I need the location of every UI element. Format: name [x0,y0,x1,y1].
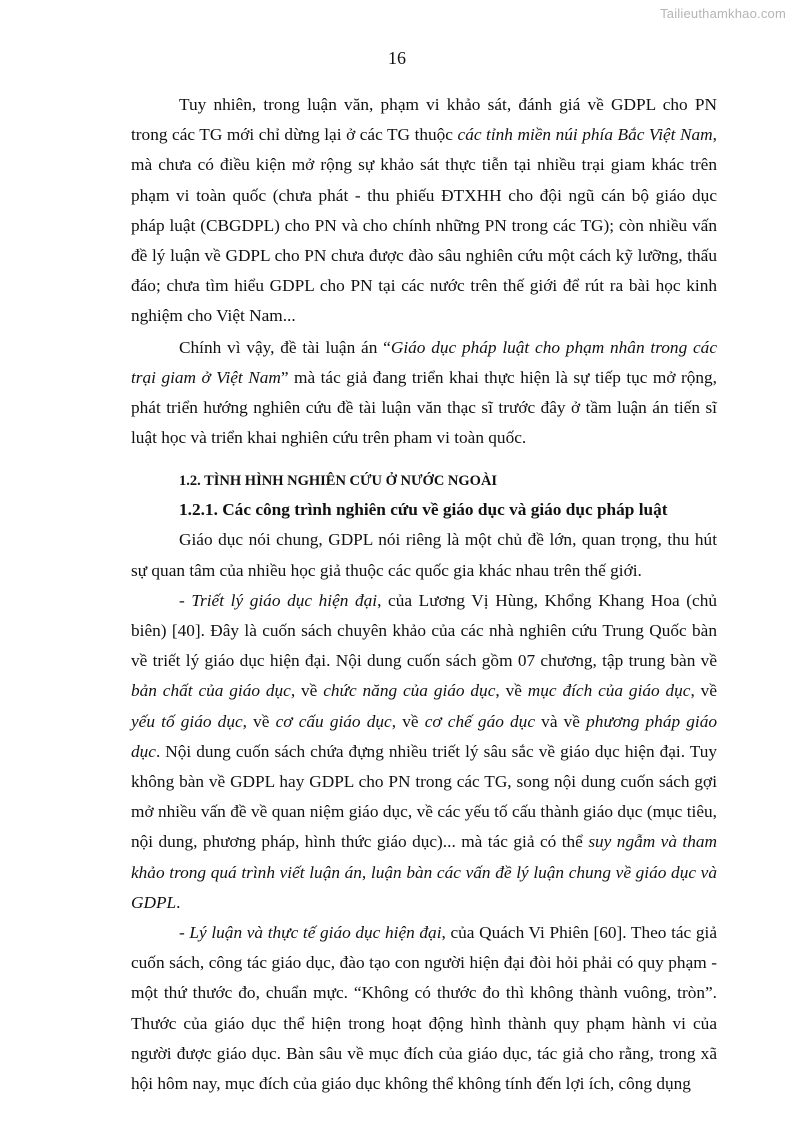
italic-text: suy ngẫm và tham khảo trong quá trình viết luận án, luận bàn các vấn đề lý luận chung về giáo dục và GDPL [131,832,717,912]
text: và về [535,711,587,731]
text: , về [391,711,425,731]
section-heading: 1.2. TÌNH HÌNH NGHIÊN CỨU Ở NƯỚC NGOÀI [179,473,498,490]
paragraph-intro: Giáo dục nói chung, GDPL nói riêng là một chủ đề lớn, quan trọng, thu hút sự quan tâm của nhiều học giả thuộc các quốc gia khác nhau trên thế giới. [131,530,717,580]
text: - [179,590,192,610]
italic-text: cơ chế gáo dục [424,711,535,731]
page-number: 16 [388,48,406,68]
paragraph-modern-education-theory [131,918,717,1099]
italic-text: mục đích của giáo dục [527,681,691,701]
text: , về [242,711,276,731]
text: , mà chưa có điều kiện mở rộng sự khảo sát thực tiễn tại nhiều trại giam khác trên phạm vi toàn quốc (chưa phát - thu phiếu ĐTXHH cho đội ngũ cán bộ giáo dục pháp luật (CBGDPL) cho PN và cho chính những PN trong các TG); còn nhiều vấn đề lý luận về GDPL cho PN chưa được đào sâu nghiên cứu một cách kỹ lưỡng, thấu đáo; chưa tìm hiểu GDPL cho PN tại các nước trên thế giới để rút ra bài học kinh nghiệm cho Việt Nam... [131,125,717,326]
text: , về [690,681,717,701]
text: Tuy nhiên, trong luận văn, phạm vi khảo sát, đánh giá về GDPL cho PN trong các TG mới chỉ dừng lại ở các TG thuộc [131,95,717,145]
text: ” mà tác giả đang triển khai thực hiện là sự tiếp tục mở rộng, phát triển hướng nghiên cứu đề tài luận văn thạc sĩ trước đây ở tầm luận án tiến sĩ luật học và triển khai nghiên cứu trên pham vi toàn quốc. [131,367,717,448]
text: , về [290,681,324,701]
paragraph-modern-education-philosophy [131,586,717,918]
text: - [179,923,190,943]
italic-text: chức năng của giáo dục [323,681,496,701]
text: Chính vì vậy, đề tài luận án “ [179,337,391,357]
italic-text: Lý luận và thực tế giáo dục hiện đại [189,923,442,943]
text: . Nội dung cuốn sách chứa đựng nhiều triết lý sâu sắc về giáo dục hiện đại. Tuy không bàn về GDPL hay GDPL cho PN trong các TG, song nội dung cuốn sách gợi mở nhiều vấn đề về quan niệm giáo dục, về các yếu tố cấu thành giáo dục (mục tiêu, nội dung, phương pháp, hình thức giáo dục)... mà tác giả có thể [131,741,717,852]
text: , của Lương Vị Hùng, Khổng Khang Hoa (chủ biên) [40]. Đây là cuốn sách chuyên khảo của các nhà nghiên cứu Trung Quốc bàn về triết lý giáo dục hiện đại. Nội dung cuốn sách gồm 07 chương, tập trung bàn về [131,590,717,671]
italic-text: bản chất của giáo dục [131,681,291,701]
paragraph-thesis-topic [131,333,717,454]
text: . [176,892,181,912]
italic-text: các tỉnh miền núi phía Bắc Việt Nam [457,125,713,145]
paragraph-scope-limitation [131,90,717,332]
italic-text: yếu tố giáo dục [131,711,243,731]
subsection-heading: 1.2.1. Các công trình nghiên cứu về giáo dục và giáo dục pháp luật [179,500,668,520]
italic-text: phương pháp giáo dục [131,711,718,761]
italic-text: Giáo dục pháp luật cho phạm nhân trong các trại giam ở Việt Nam [131,337,717,387]
italic-text: cơ cấu giáo dục [275,711,392,731]
italic-text: Triết lý giáo dục hiện đại [191,590,378,610]
text: , của Quách Vi Phiên [60]. Theo tác giả cuốn sách, công tác giáo dục, đào tạo con người hiện đại đòi hỏi phải có quy phạm - một thứ thước đo, chuẩn mực. “Không có thước đo thì không thành vuông, tròn”. Thước của giáo dục thể hiện trong hoạt động hình thành quy phạm hành vi của người được giáo dục. Bàn sâu về mục đích của giáo dục, tác giả cho rằng, trong xã hội hôm nay, mục đích của giáo dục không thể không tính đến lợi ích, công dụng [131,923,717,1094]
document-body [131,90,717,1099]
text: , về [495,681,528,701]
watermark: Tailieuthamkhao.com [660,6,786,21]
